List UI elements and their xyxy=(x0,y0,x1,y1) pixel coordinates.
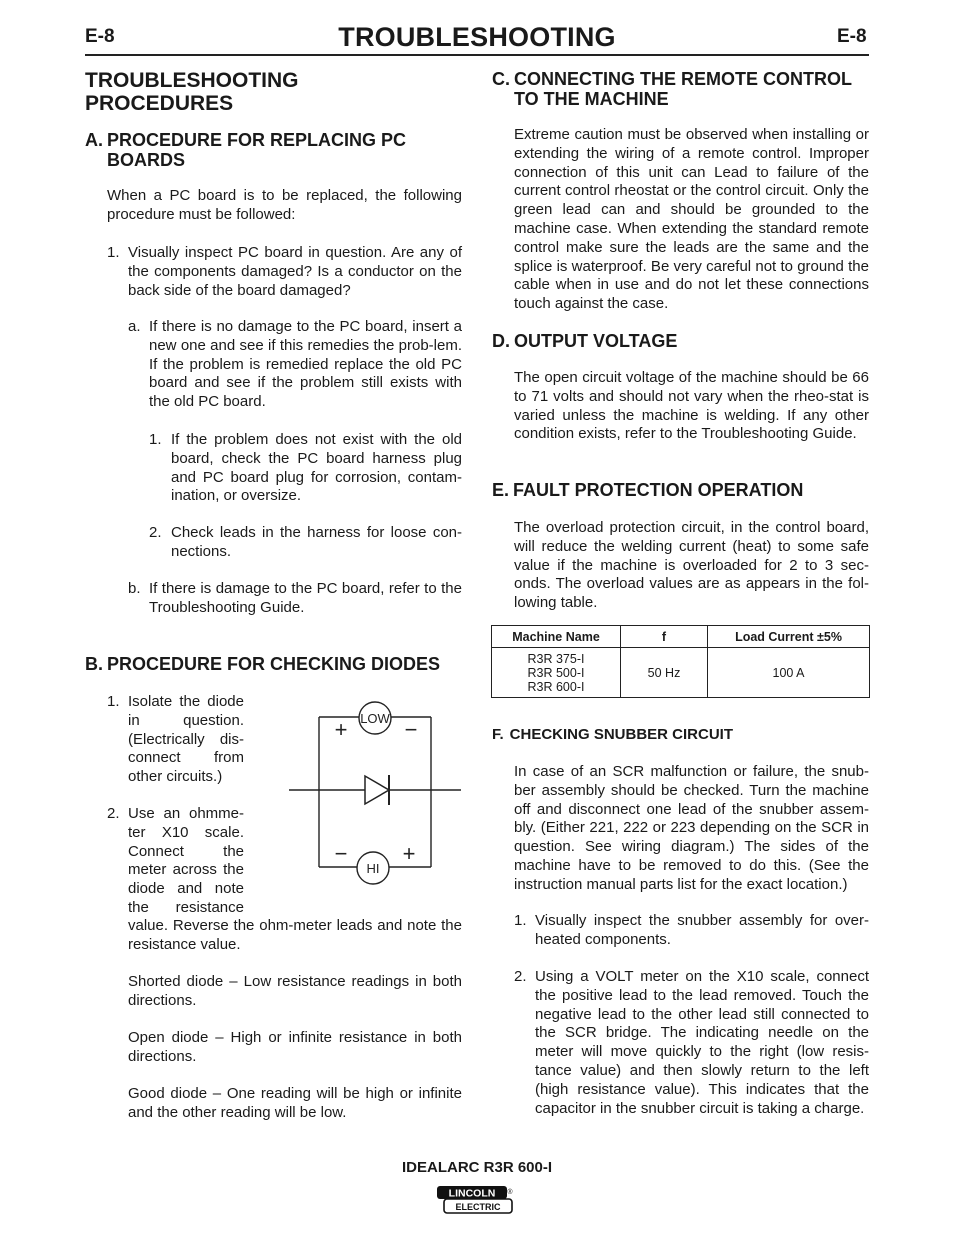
list-number: 2. xyxy=(107,805,120,822)
list-letter: a. xyxy=(128,318,141,335)
plus-sign: + xyxy=(334,717,348,742)
list-number: 2. xyxy=(149,524,162,541)
diode-symbol xyxy=(365,775,389,805)
minus-sign: − xyxy=(334,841,348,866)
page-title: TROUBLESHOOTING xyxy=(338,22,616,52)
header-rule xyxy=(85,54,869,56)
table-cell-frequency: 50 Hz xyxy=(621,648,708,698)
open-diode-text: Open diode – High or infinite resistance in both directions. xyxy=(128,1029,462,1065)
table-header-row xyxy=(492,626,870,648)
logo-bottom-text: ELECTRIC xyxy=(455,1202,501,1212)
section-d-text: The open circuit voltage of the machine should be 66 to 71 volts and should not vary when the rheo-stat is varied unless the machine is welding. If any other condition exists, refer to the Troubleshooting Guide. xyxy=(514,369,869,443)
section-a-item-a2: Check leads in the harness for loose con-nections. xyxy=(171,524,462,560)
model-name: IDEALARC R3R 600-I xyxy=(401,1159,553,1176)
page-number-left: E-8 xyxy=(85,26,115,47)
logo-top-text: LINCOLN xyxy=(448,1187,496,1200)
section-a-intro: When a PC board is to be replaced, the following procedure must be followed: xyxy=(107,187,462,223)
section-a-item-1: Visually inspect PC board in question. Are any of the components damaged? Is a conductor on the back side of the board damaged? xyxy=(128,244,462,299)
table-header: Load Current ±5% xyxy=(708,626,870,648)
table-header: Machine Name xyxy=(492,626,621,648)
section-e-text: The overload protection circuit, in the control board, will reduce the welding current (heat) to some safe value if the machine is overloaded for 2 to 3 sec-onds. The overload values are as appears in the fol-lowing table. xyxy=(514,519,869,612)
lincoln-electric-logo xyxy=(436,1185,514,1215)
table-row xyxy=(492,648,870,698)
list-number: 1. xyxy=(514,912,527,929)
section-e-heading: E. FAULT PROTECTION OPERATION xyxy=(492,480,804,500)
list-number: 2. xyxy=(514,968,527,985)
table-cell-machines: R3R 375-I R3R 500-I R3R 600-I xyxy=(492,648,621,698)
logo-registered-mark: ® xyxy=(507,1189,513,1196)
section-a-item-b: If there is damage to the PC board, refer to the Troubleshooting Guide. xyxy=(149,580,462,616)
section-b-item-2-continued: value. Reverse the ohm-meter leads and note the resistance value. xyxy=(128,917,462,953)
list-number: 1. xyxy=(107,693,120,710)
page-number-right: E-8 xyxy=(837,26,867,47)
shorted-diode-text: Shorted diode – Low resistance readings in both directions. xyxy=(128,973,462,1009)
list-number: 1. xyxy=(107,244,120,261)
section-c-text: Extreme caution must be observed when installing or extending the wiring of a remote control. Improper connection of this unit can Lead to failure of the current control rheostat or the control circuit. Only the green lead can and should be grounded to the machine case. When extending the standard remote control make sure the leads are the same and the splice is waterproof. Be very careful not to ground the cable when in use and do not let these connections touch against the case. xyxy=(514,126,869,313)
low-label: LOW xyxy=(360,711,390,726)
section-f-item-1: Visually inspect the snubber assembly for over-heated components. xyxy=(535,912,869,948)
diode-test-diagram xyxy=(285,700,465,890)
section-b-heading: B. PROCEDURE FOR CHECKING DIODES xyxy=(85,654,441,674)
minus-sign: − xyxy=(404,717,418,742)
table-cell-current: 100 A xyxy=(708,648,870,698)
overload-table xyxy=(491,625,870,698)
section-a-heading: A. PROCEDURE FOR REPLACING PC BOARDS xyxy=(85,130,407,170)
section-f-item-2: Using a VOLT meter on the X10 scale, connect the positive lead to the lead removed. Touch the negative lead to the other lead still connected to the SCR bridge. The indicating needle on the meter will move quickly to the right (low resis-tance value) and then slowly return to the left (high resistance value). This indicates that the capacitor in the snubber circuit is taking a charge. xyxy=(535,968,869,1117)
list-letter: b. xyxy=(128,580,141,597)
main-heading: TROUBLESHOOTING PROCEDURES xyxy=(85,69,299,115)
section-f-text: In case of an SCR malfunction or failure, the snub-ber assembly should be checked. Turn the machine off and disconnect one lead of the snubber assem-bly. (Either 221, 222 or 223 depending on the SCR in question. See wiring diagram.) The sides of the machine have to be removed to do this. (See the instruction manual parts list for the exact location.) xyxy=(514,763,869,893)
good-diode-text: Good diode – One reading will be high or infinite and the other reading will be low. xyxy=(128,1085,462,1121)
section-a-item-a1: If the problem does not exist with the old board, check the PC board harness plug and PC board plug for corrosion, contam-ination, or oversize. xyxy=(171,431,462,505)
table-header: f xyxy=(621,626,708,648)
hi-label: HI xyxy=(366,861,380,876)
list-number: 1. xyxy=(149,431,162,448)
section-f-heading: F. CHECKING SNUBBER CIRCUIT xyxy=(492,726,734,743)
section-c-heading: C. CONNECTING THE REMOTE CONTROL TO THE MACHINE xyxy=(492,69,852,109)
section-d-heading: D. OUTPUT VOLTAGE xyxy=(492,331,678,351)
section-b-item-1: Isolate the diode in question. (Electrically dis-connect from other circuits.) xyxy=(128,693,244,786)
section-a-item-a: If there is no damage to the PC board, insert a new one and see if this remedies the prob-lem. If the problem is remedied replace the old PC board and see if the problem still exists with the old PC board. xyxy=(149,318,462,411)
plus-sign: + xyxy=(402,841,416,866)
section-b-item-2-narrow: Use an ohmme-ter X10 scale. Connect the meter across the diode and note the resistance xyxy=(128,805,244,916)
